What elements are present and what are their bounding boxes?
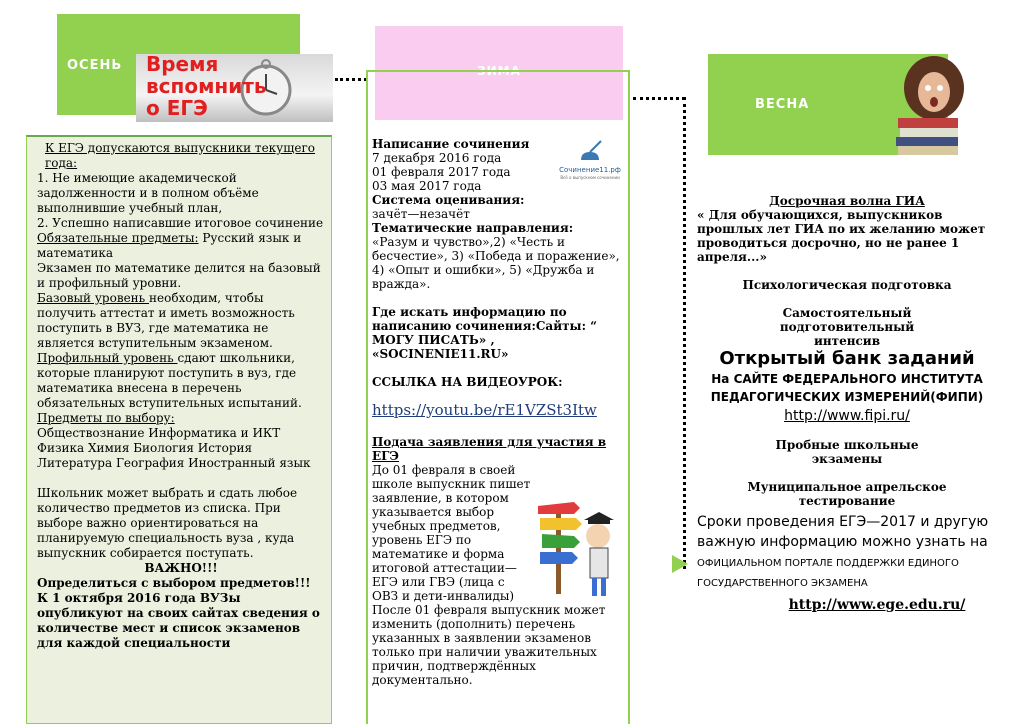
elective-subjects-line: Обществознание Информатика и ИКТ <box>37 426 281 440</box>
ege-link[interactable]: http://www.ege.edu.ru/ <box>788 597 966 613</box>
logo-text: Сочинение11.рф <box>559 166 621 174</box>
logo-subtext: Всё о выпускном сочинении <box>560 175 620 180</box>
video-title: ССЫЛКА НА ВИДЕОУРОК: <box>372 375 563 389</box>
spring-column <box>697 194 997 614</box>
tab-winter-label: ЗИМА <box>477 64 521 78</box>
decide-note: Определиться с выбором предметов!!! <box>37 576 311 590</box>
early-wave-title: Досрочная волна ГИА <box>769 194 925 208</box>
apply-text: До 01 февраля в своей школе выпускник пишет заявление, в котором указывается выбор учебных предметов, уровень ЕГЭ по математике и форма итоговой аттестации—ЕГЭ или ГВЭ (лица с ОВЗ и дети-инвалиды) <box>372 463 531 603</box>
essay-date: 7 декабря 2016 года <box>372 151 502 165</box>
elective-subjects-label: Предметы по выбору: <box>37 411 175 425</box>
mandatory-subjects: Обязательные предметы: Русский язык и математика <box>37 231 302 260</box>
tab-autumn-label: ОСЕНЬ <box>67 58 123 73</box>
elective-subjects-line: Физика Химия Биология История <box>37 441 253 455</box>
inkwell-icon <box>575 140 605 162</box>
apply-text-2: После 01 февраля выпускник может изменить (дополнить) перечень указанных в заявлении экзаменов только при наличии уважительных причин, подтверждённых документально. <box>372 603 606 687</box>
essay-title: Написание сочинения <box>372 137 530 151</box>
october-note: К 1 октября 2016 года ВУЗы опубликуют на своих сайтах сведения о количестве мест и список экзаменов для каждой специальности <box>37 591 320 650</box>
dotted-connector <box>335 78 367 81</box>
important-label: ВАЖНО!!! <box>144 561 218 575</box>
banner-line-3: о ЕГЭ <box>146 96 208 120</box>
essay-date: 03 мая 2017 года <box>372 179 482 193</box>
dotted-connector <box>633 97 685 100</box>
free-choice-text: Школьник может выбрать и сдать любое количество предметов из списка. При выборе важно ориентироваться на планируемую специальность вуза , куда выпускник собирается поступать. <box>37 486 298 560</box>
open-bank-title: Открытый банк заданий <box>719 348 975 369</box>
essay-date: 01 февраля 2017 года <box>372 165 511 179</box>
where-to-find: Где искать информацию по написанию сочинения:Сайты: “ МОГУ ПИСАТЬ» , «SOCINENIE11.RU» <box>372 305 598 361</box>
topics-title: Тематические направления: <box>372 221 574 235</box>
grading-text: зачёт—незачёт <box>372 207 470 221</box>
ege-admission-heading: К ЕГЭ допускаются выпускники текущего года: <box>45 141 316 170</box>
open-bank-subtitle: На САЙТЕ ФЕДЕРАЛЬНОГО ИНСТИТУТА ПЕДАГОГИЧЕСКИХ ИЗМЕРЕНИЙ(ФИПИ) <box>710 372 984 404</box>
video-link[interactable]: https://youtu.be/rE1VZSt3Itw <box>372 401 597 419</box>
fipi-link[interactable]: http://www.fipi.ru/ <box>784 408 910 424</box>
signpost-cartoon <box>534 492 624 602</box>
grading-title: Система оценивания: <box>372 193 525 207</box>
topics-text: «Разум и чувство»,2) «Честь и бесчестие», 3) «Победа и поражение», 4) «Опыт и ошибки», 5) «Дружба и вражда». <box>372 235 620 291</box>
student-image <box>890 54 968 155</box>
dotted-connector <box>683 97 686 569</box>
banner-image <box>136 54 333 122</box>
apply-title: Подача заявления для участия в ЕГЭ <box>372 435 607 463</box>
essay-site-logo[interactable] <box>556 140 624 184</box>
autumn-column <box>26 135 332 724</box>
municipal-testing: Муниципальное апрельское тестирование <box>747 480 947 508</box>
banner-line-2: вспомнить <box>146 74 267 98</box>
winter-column <box>372 137 628 687</box>
basic-level: Базовый уровень необходим, чтобы получить аттестат и иметь возможность поступить в ВУЗ, где математика не является вступительным экзаменом. Профильный уровень сдают школьники, которые планируют поступить в вуз, где математика внесена в перечень обязательных вступительных испытаний. <box>37 291 302 410</box>
trial-exams: Пробные школьные экзамены <box>775 438 919 466</box>
math-levels: Экзамен по математике делится на базовый и профильный уровни. <box>37 261 321 290</box>
tab-spring-label: ВЕСНА <box>755 97 810 112</box>
admission-condition-2: 2. Успешно написавшие итоговое сочинение <box>37 216 324 230</box>
banner-line-1: Время <box>146 54 219 76</box>
elective-subjects-line: Литература География Иностранный язык <box>37 456 311 470</box>
early-wave-quote: « Для обучающихся, выпускников прошлых лет ГИА по их желанию может проводиться досрочно, но не ранее 1 апреля...» <box>697 208 986 264</box>
arrow-icon <box>672 555 688 573</box>
admission-condition-1: 1. Не имеющие академической задолженности и в полном объёме выполнившие учебный план, <box>37 171 259 215</box>
self-intensive: Самостоятельный подготовительный интенсив <box>779 306 915 348</box>
psych-prep: Психологическая подготовка <box>742 278 952 292</box>
terms-info: Сроки проведения ЕГЭ—2017 и другую важную информацию можно узнать на ОФИЦИАЛЬНОМ ПОРТАЛЕ ПОДДЕРЖКИ ЕДИНОГО ГОСУДАРСТВЕННОГО ЭКЗАМЕНА <box>697 514 989 589</box>
